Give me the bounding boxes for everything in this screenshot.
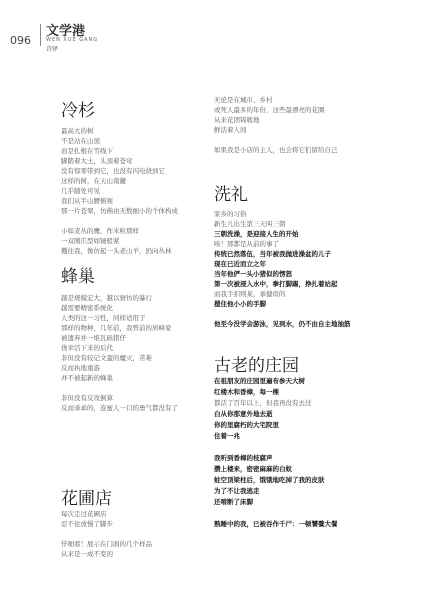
poem-line: 我听到香樟的枝腐声 <box>214 454 273 462</box>
poem-line: 从来是一成不变的 <box>61 550 113 558</box>
poem-line: 在祖朋友的庄园里遍布参天大树 <box>214 377 305 385</box>
poem-line: 人类的这一习性，同样适用于 <box>61 314 146 322</box>
poem-line: 唉！那都是从前的事了 <box>214 240 279 248</box>
poem-line: 侥幸活下来的后代 <box>61 344 113 352</box>
poem-line: 白从你那意外地去逝 <box>214 410 273 418</box>
poem-line: 红楼木和香樟，每一棵 <box>214 388 279 396</box>
poem-line: 第一次被浸入水中，拳打脚踢，挣扎着站起 <box>214 280 338 288</box>
poem-line: 那一片苍翠，仿佛由无数细小的个体构成 <box>61 207 178 215</box>
magazine-logo: 文学港 <box>46 24 86 39</box>
poem-line: 并不被起新的蜂巢 <box>61 374 113 382</box>
poem-line: 或死人最多的年份，这些最漂亮的花圈 <box>214 106 325 114</box>
magazine-logo-pinyin: WEN XUE GANG <box>46 37 99 43</box>
poem-line: 而是扎根在雪线下 <box>61 147 113 155</box>
poem-line: 忍不住放慢了脚步 <box>61 520 113 528</box>
poem-line: 而我手扣则某，承健似的 <box>214 290 286 298</box>
poem-line: 传统已然落伍，当年被我抛进澡盆的儿子 <box>214 250 331 258</box>
poem-title: 蜂巢 <box>61 267 95 287</box>
poem-line: 几乎随处可见 <box>61 187 100 195</box>
poem-line: 每次走过花圃店 <box>61 510 107 518</box>
poem-line: 为了不让我逃走 <box>214 487 260 495</box>
poem-line: 反而乖乖的，连蜜人一口的勇气都没有了 <box>61 404 178 412</box>
poem-line: 从来花团锦簇地 <box>214 116 260 124</box>
poem-line: 熟睡中的我，已被吞作千尸：一顿饕餮大餐 <box>214 520 338 528</box>
poem-line: 无论是在城市、乡村 <box>214 96 273 104</box>
poem-line: 越是规模宏大，越以窘仿的暴行 <box>61 294 152 302</box>
poem-line: 不是站在山顶 <box>61 137 100 145</box>
poem-line: 三朝洗澡，是迎接人生的开始 <box>214 230 299 238</box>
poem-title: 冷杉 <box>61 101 95 121</box>
poem-line: 非但没有较记文蛮的魔灭，苦难 <box>61 354 152 362</box>
page-number: 096 <box>10 34 31 47</box>
poem-line: 攫住我，像仿起一头老山羊，扔向丛林 <box>61 247 172 255</box>
poem-line: 他至今没学会游泳，见到水，仍不由自主地抽筋 <box>214 320 351 328</box>
poem-line: 当年他俨一头小猪似的愣怒 <box>214 270 292 278</box>
poem-line: 越需要精密系统化 <box>61 304 113 312</box>
poem-line: 现在已近而立之年 <box>214 260 266 268</box>
poem-title: 古老的庄园 <box>214 356 299 376</box>
poem-line: 鲜活着人间 <box>214 126 247 134</box>
header-divider <box>40 24 41 46</box>
poem-line: 反而执地重游 <box>61 364 100 372</box>
poem-line: 一双刚爪型如锤般紧 <box>61 237 120 245</box>
poem-title: 花圃店 <box>61 489 112 509</box>
poem-line: 都活了百年以上，但我再没有去过 <box>214 399 312 407</box>
poem-line: 如果我是小店的主人，也会将它们留给自己 <box>214 146 338 154</box>
poem-line: 摁住他小小的手脚 <box>214 300 266 308</box>
poem-line: 新生儿出生第三天叫三朝 <box>214 220 286 228</box>
poem-line: 攒上楼来，密密麻麻的白蚁 <box>214 465 292 473</box>
poem-line: 小如麦丛的鹰，作米粒那样 <box>61 227 139 235</box>
poem-line: 家乡的习俗 <box>214 210 247 218</box>
poem-line: 这样的树，在天山南麓 <box>61 177 126 185</box>
poem-line: 蛀空顶梁柱后，饿饿地吃掉了我的皮肤 <box>214 476 325 484</box>
poem-line: 那样的物种，几年前，我曾前的居峰家 <box>61 324 172 332</box>
poem-line: 仔细看！展示在门面的几个样品 <box>61 540 152 548</box>
section-name: 诗铎 <box>46 46 59 53</box>
poem-line: 你的里腐朽的大宅院里 <box>214 421 279 429</box>
poem-line: 还啃断了床脚 <box>214 498 253 506</box>
poem-line: 非但没有反攻倒算 <box>61 394 113 402</box>
poem-title: 洗礼 <box>214 185 248 205</box>
poem-line: 被遗弃并一堆瓦砾猪仔 <box>61 334 126 342</box>
poem-line: 脚踏着大土，头顶着苍穹 <box>61 157 133 165</box>
poem-line: 住着一兆 <box>214 432 240 440</box>
poem-line: 没有惊零带到它，也没有闪电烧到它 <box>61 167 165 175</box>
poem-line: 最高大的树 <box>61 127 94 135</box>
poem-line: 我们从半山腰俯视 <box>61 197 113 205</box>
